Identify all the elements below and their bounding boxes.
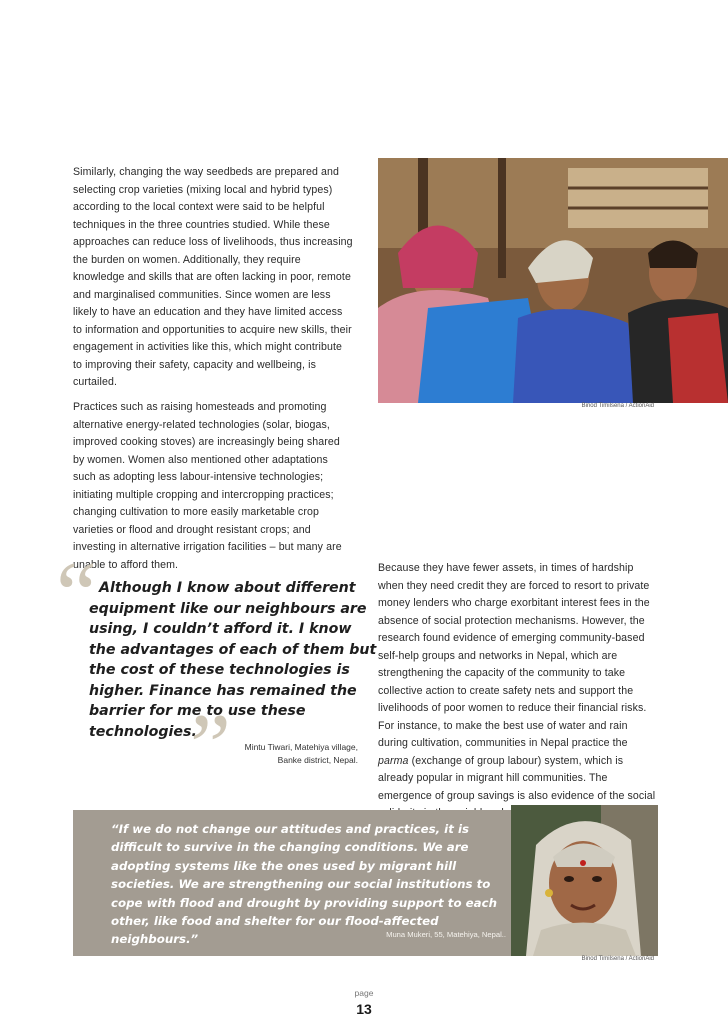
women-group-illustration (378, 158, 728, 403)
close-quote-mark: ” (190, 695, 231, 797)
paragraph-assets (378, 560, 658, 823)
left-column-paragraph-1 (73, 164, 353, 392)
photo-woman-portrait (511, 805, 658, 956)
page-number: 13 (356, 1001, 372, 1017)
left-column-paragraph-2 (73, 399, 353, 574)
box-quote-text: “If we do not change our attitudes and practices, it is difficult to survive in the changing conditions. We are adopting systems like the ones used by migrant hill societies. We are strengthening our social institutions to cope with flood and drought by providing support to each other, like food and shelter for our flood-affected neighbours.” (111, 822, 498, 947)
text-segment: (exchange of group labour) system, which is already popular in migrant hill communities. The emergence of group savings is also evidence of the social (378, 754, 656, 802)
pull-quote (89, 578, 377, 742)
photo-credit: Binod Timilsena / ActionAid (581, 403, 654, 409)
paragraph-seedbeds: Similarly, changing the way seedbeds are prepared and selecting crop varieties (mixing local and hybrid types) according to the local context were said to be helpful techniques in the three countries studied. While these approaches can reduce loss of livelihoods, thus increasing the burden on women. Additionally, they require knowledge and skills that are often lacking in poor, remote and marginalised communities. Since women are less likely to have an education and they have limited access to information and opportunities to acquire new skills, their engagement in activities like this, which might contribute to improving their safety, capacity and wellbeing, is curtailed. (73, 166, 353, 388)
photo-credit: Binod Timilsena / ActionAid (581, 956, 654, 962)
attribution-line-2: Banke district, Nepal. (277, 755, 358, 765)
paragraph-practices: Practices such as raising homesteads and promoting alternative energy-related technologies (solar, biogas, improved cooking stoves) are increasingly being shared by women. Women also mentioned other adaptations such as adopting less labour-intensive technologies; initiating multiple cropping and intercropping practices; changing cultivation to more easily marketable crop varieties or flood and drought resistant crops; and investing in alternative irrigation facilities – but many are unable to afford them. (73, 401, 342, 571)
page-label: page (354, 988, 374, 998)
open-quote-mark: “ (56, 543, 97, 645)
italic-term: parma (378, 754, 409, 767)
woman-portrait-illustration (511, 805, 658, 956)
attribution-line-1: Mintu Tiwari, Matehiya village, (244, 742, 358, 752)
box-quote-attribution: Muna Mukeri, 55, Matehiya, Nepal.. (386, 930, 506, 939)
text-segment: Because they have fewer assets, in times of hardship when they need credit they are forced to resort to private money lenders who charge exorbitant interest fees in the absence of social protection mechanisms. However, the research found evidence of emerging community-based self-help groups and networks in Nepal, which are strengthening the capacity of the community to take collective action to create safety nets and support the livelihoods of poor women to reduce their financial risks. For instance, to make the best use of water and rain during cultivation, communities in Nepal practice the (378, 562, 650, 749)
right-column (378, 560, 658, 823)
quote-attribution (200, 741, 358, 767)
photo-women-group (378, 158, 728, 403)
pull-quote-text: Although I know about different equipment like our neighbours are using, I couldn’t afford it. I know the advantages of each of them but the cost of these technologies is higher. Finance has remained the barrier for me to use these technologies. (89, 580, 377, 740)
